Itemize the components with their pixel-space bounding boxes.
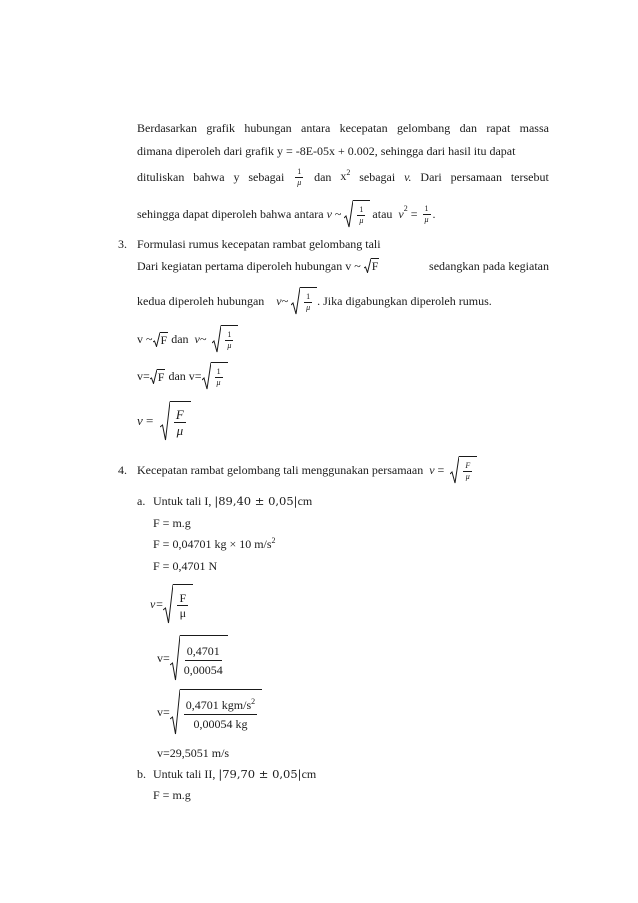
- radical-sign: [160, 401, 170, 441]
- para-text: dimana diperoleh dari grafik y = -8E-05x + 0.002, sehingga dari hasil itu dapat: [137, 144, 516, 158]
- var-x: x: [340, 169, 347, 183]
- item-a-title: Untuk tali I,: [153, 494, 212, 508]
- word: hubungan: [244, 121, 292, 135]
- fraction-numerator: 1: [306, 291, 311, 301]
- var-v: v: [429, 463, 435, 477]
- sqrt-one-over-mu: [344, 200, 370, 228]
- fraction-denominator: 0,00054: [183, 663, 223, 677]
- radical-sign: [291, 287, 300, 315]
- radicand: F: [371, 259, 379, 273]
- calc-line: F = m.g: [153, 788, 191, 802]
- fraction-denominator: μ: [465, 471, 470, 481]
- unit: cm: [301, 767, 317, 781]
- superscript: 2: [346, 168, 351, 177]
- radicand: F: [157, 369, 165, 384]
- fraction-numerator: [184, 699, 257, 715]
- radical-sign: [212, 325, 221, 353]
- fraction-numerator: 1: [297, 166, 302, 176]
- para-line-4: [137, 199, 436, 229]
- calc-text: F = 0,04701 kg × 10 m/s: [153, 537, 272, 551]
- period: .: [432, 207, 436, 221]
- sqrt-one-over-mu: [212, 325, 238, 353]
- fraction-numerator: 1: [227, 329, 232, 339]
- expr-dan-v-equals: dan v=: [168, 369, 202, 383]
- word: Dari: [420, 170, 442, 184]
- radical-sign: [344, 200, 353, 228]
- s3-line-2: [137, 286, 492, 316]
- word: sebagai: [359, 170, 396, 184]
- tilde: ~: [334, 207, 342, 221]
- word: sebagai: [248, 170, 285, 184]
- word: kecepatan: [339, 121, 388, 135]
- superscript: 2: [271, 536, 276, 545]
- word: gelombang: [396, 121, 451, 135]
- sqrt-F-over-mu: [163, 584, 193, 624]
- radical-sign: [150, 369, 157, 384]
- fraction-denominator: μ: [179, 605, 186, 620]
- fraction-denominator: μ: [176, 422, 184, 438]
- word: bahwa: [193, 170, 225, 184]
- section-4-title-line: [137, 456, 477, 484]
- s3-formula: [137, 400, 191, 442]
- equals: =: [410, 207, 418, 221]
- var-v: v: [326, 207, 332, 221]
- fraction-one-over-mu: [423, 205, 431, 224]
- para-line-2: [137, 144, 549, 158]
- var-v: v: [137, 413, 143, 428]
- word: dan: [314, 170, 332, 184]
- fraction-numerator: 1: [424, 203, 429, 213]
- fraction-denominator: 0,00054 kg: [193, 717, 248, 731]
- fraction-denominator: μ: [216, 377, 221, 387]
- word: massa: [519, 121, 549, 135]
- fraction-numerator: F: [465, 460, 471, 470]
- calc-line: [153, 537, 276, 553]
- measurement-value: |79,70 ± 0,05|: [218, 767, 302, 781]
- sqrt-one-over-mu: [291, 287, 317, 315]
- expr-v-tilde: v~: [276, 294, 289, 308]
- word: rapat: [486, 121, 511, 135]
- fraction-denominator: μ: [424, 214, 429, 224]
- para-text: sehingga dapat diperoleh bahwa antara: [137, 207, 324, 221]
- para-line-3: [137, 163, 549, 191]
- word: persamaan: [450, 170, 502, 184]
- superscript: 2: [403, 204, 408, 213]
- sqrt-F: [153, 332, 169, 347]
- expr-v-equals: v=: [157, 651, 170, 665]
- fraction-denominator: μ: [359, 215, 364, 225]
- word: v.: [404, 170, 412, 184]
- s3-line-1: [137, 258, 549, 273]
- fraction-numerator: 1: [216, 366, 221, 376]
- fraction-numerator: F: [175, 406, 184, 422]
- sqrt-F-over-mu: [160, 401, 191, 441]
- result-line: v=29,5051 m/s: [157, 746, 230, 760]
- fraction-denominator: μ: [227, 340, 232, 350]
- word: dituliskan: [137, 170, 185, 184]
- word-atau: atau: [372, 207, 393, 221]
- sqrt-numeric-units: [170, 689, 262, 735]
- sqrt-F: [150, 369, 166, 384]
- item-a-label: a.: [137, 494, 146, 508]
- sqrt-numeric: [170, 635, 228, 681]
- sqrt-one-over-mu: [202, 362, 228, 390]
- word-dan: dan: [171, 332, 189, 346]
- radicand: F: [160, 332, 168, 347]
- fraction-numerator: F: [179, 590, 187, 605]
- word: grafik: [206, 121, 235, 135]
- radical-sign: [170, 689, 180, 735]
- sqrt-F: [364, 258, 380, 273]
- superscript: 2: [251, 697, 256, 706]
- para-line-1: [137, 121, 549, 135]
- expr-v-equals: v=: [157, 705, 170, 719]
- expr-v-tilde: v ~: [137, 332, 153, 346]
- para-text: . Jika digabungkan diperoleh rumus.: [317, 294, 492, 308]
- item-b-title-line: [153, 767, 316, 781]
- expr-v-tilde: v~: [194, 332, 207, 346]
- s3-relation-2: [137, 361, 228, 391]
- equals: =: [437, 463, 445, 477]
- item-b-label: b.: [137, 767, 146, 781]
- radical-sign: [202, 362, 211, 390]
- word: tersebut: [510, 170, 549, 184]
- numerator-text: 0,4701 kgm/s: [185, 698, 252, 712]
- para-text: Dari kegiatan pertama diperoleh hubungan v ~: [137, 258, 361, 273]
- radical-sign: [153, 332, 160, 347]
- item-a-title-line: [153, 494, 312, 508]
- word: Berdasarkan: [137, 121, 197, 135]
- section-3-number: 3.: [118, 237, 127, 251]
- word: antara: [301, 121, 331, 135]
- section-4-title: Kecepatan rambat gelombang tali menggunakan persamaan: [137, 463, 424, 477]
- fraction-one-over-mu: [295, 168, 303, 187]
- fraction-denominator: μ: [306, 302, 311, 312]
- word: y: [233, 170, 240, 184]
- x-squared: [340, 169, 350, 185]
- fraction-denominator: μ: [297, 177, 302, 187]
- radical-sign: [364, 258, 371, 273]
- expr-v-equals: v=: [150, 597, 164, 611]
- expr-v-equals: v=: [137, 369, 150, 383]
- radical-sign: [163, 584, 173, 624]
- fraction-numerator: 1: [359, 204, 364, 214]
- calc-v-numeric: [157, 634, 228, 682]
- s3-relation-1: [137, 324, 238, 354]
- measurement-value: |89,40 ± 0,05|: [214, 494, 298, 508]
- section-4-number: 4.: [118, 463, 127, 477]
- unit: cm: [297, 494, 313, 508]
- radical-sign: [170, 635, 180, 681]
- section-3-title: Formulasi rumus kecepatan rambat gelombang tali: [137, 237, 381, 251]
- calc-v-units: [157, 688, 262, 736]
- var-v: v: [398, 207, 404, 221]
- word: dan: [459, 121, 477, 135]
- item-b-title: Untuk tali II,: [153, 767, 216, 781]
- radical-sign: [450, 456, 459, 484]
- fraction-numerator: 0,4701: [185, 645, 222, 661]
- calc-v-sqrt-F-mu: [150, 583, 193, 625]
- calc-line: F = m.g: [153, 516, 191, 530]
- para-text: sedangkan pada kegiatan: [429, 258, 549, 273]
- equals: =: [146, 413, 154, 428]
- calc-line: F = 0,4701 N: [153, 559, 218, 573]
- para-text: kedua diperoleh hubungan: [137, 294, 265, 308]
- sqrt-F-over-mu: [450, 456, 477, 484]
